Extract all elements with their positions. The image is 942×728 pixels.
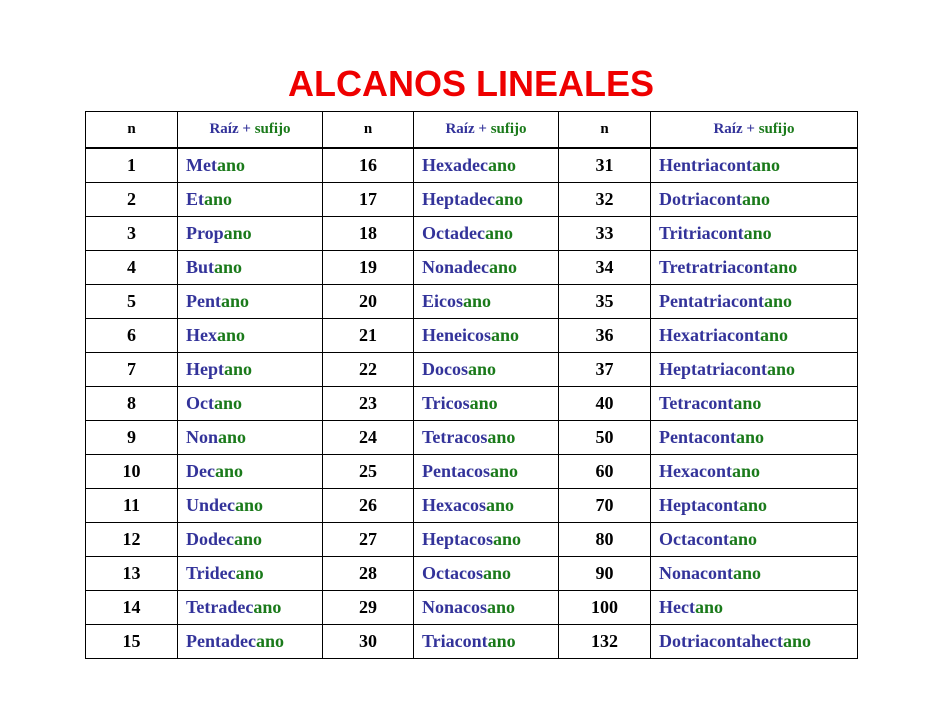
header-plus-sign: + — [474, 121, 491, 137]
name-root: Dotriacontahect — [659, 631, 783, 651]
name-suffix: ano — [235, 563, 264, 583]
carbon-count: 34 — [559, 251, 651, 285]
name-suffix: ano — [214, 461, 243, 481]
name-suffix: ano — [487, 597, 516, 617]
name-root: Non — [186, 427, 219, 447]
name-suffix: ano — [463, 291, 492, 311]
name-root: Nonadec — [422, 257, 489, 277]
table-row — [86, 183, 858, 217]
carbon-count: 90 — [559, 557, 651, 591]
table-row — [86, 353, 858, 387]
alkane-name — [651, 591, 858, 625]
table-row — [86, 421, 858, 455]
carbon-count: 19 — [323, 251, 414, 285]
name-root: Oct — [186, 393, 214, 413]
name-root: Hexadec — [422, 155, 488, 175]
header-root-suffix — [414, 112, 559, 149]
name-root: Octacos — [422, 563, 483, 583]
name-suffix: ano — [487, 427, 516, 447]
carbon-count: 24 — [323, 421, 414, 455]
carbon-count: 36 — [559, 319, 651, 353]
header-root-label: Raíz — [713, 121, 743, 137]
header-root-suffix — [178, 112, 323, 149]
carbon-count: 11 — [86, 489, 178, 523]
name-root: Tritriacont — [659, 223, 744, 243]
alkane-name — [651, 353, 858, 387]
name-suffix: ano — [493, 529, 522, 549]
name-root: Hexacos — [422, 495, 486, 515]
header-plus-sign: + — [238, 121, 255, 137]
name-root: Tretratriacont — [659, 257, 770, 277]
name-root: Nonacont — [659, 563, 734, 583]
name-suffix: ano — [491, 325, 520, 345]
alkane-name — [651, 455, 858, 489]
name-root: Met — [186, 155, 217, 175]
alkane-name — [414, 183, 559, 217]
alkane-name — [178, 387, 323, 421]
name-root: Heneicos — [422, 325, 491, 345]
carbon-count: 1 — [86, 148, 178, 183]
carbon-count: 14 — [86, 591, 178, 625]
name-suffix: ano — [487, 155, 516, 175]
alkane-name — [178, 251, 323, 285]
name-suffix: ano — [213, 393, 242, 413]
carbon-count: 6 — [86, 319, 178, 353]
name-suffix: ano — [468, 359, 497, 379]
name-root: Pentacos — [422, 461, 490, 481]
header-row — [86, 112, 858, 149]
carbon-count: 25 — [323, 455, 414, 489]
alkane-name — [651, 285, 858, 319]
carbon-count: 37 — [559, 353, 651, 387]
header-root-suffix — [651, 112, 858, 149]
table-row — [86, 319, 858, 353]
table-row — [86, 523, 858, 557]
alkane-name — [414, 591, 559, 625]
name-suffix: ano — [733, 393, 762, 413]
alkane-name — [414, 285, 559, 319]
alkane-name — [414, 523, 559, 557]
alkane-name — [414, 148, 559, 183]
name-root: Hexatriacont — [659, 325, 760, 345]
header-n: n — [323, 112, 414, 149]
header-suffix-label: sufijo — [490, 121, 527, 137]
carbon-count: 60 — [559, 455, 651, 489]
alkane-name — [178, 319, 323, 353]
alkane-name — [414, 319, 559, 353]
header-root-label: Raíz — [445, 121, 475, 137]
name-suffix: ano — [489, 461, 518, 481]
name-root: Tetradec — [186, 597, 254, 617]
name-suffix: ano — [494, 189, 523, 209]
carbon-count: 21 — [323, 319, 414, 353]
carbon-count: 80 — [559, 523, 651, 557]
carbon-count: 32 — [559, 183, 651, 217]
name-suffix: ano — [484, 223, 513, 243]
name-suffix: ano — [224, 359, 253, 379]
name-root: Pentadec — [186, 631, 256, 651]
name-suffix: ano — [217, 325, 246, 345]
carbon-count: 30 — [323, 625, 414, 659]
alkane-name — [414, 421, 559, 455]
carbon-count: 40 — [559, 387, 651, 421]
name-suffix: ano — [255, 631, 284, 651]
carbon-count: 35 — [559, 285, 651, 319]
name-suffix: ano — [739, 495, 768, 515]
alkane-name — [178, 285, 323, 319]
carbon-count: 4 — [86, 251, 178, 285]
name-suffix: ano — [469, 393, 498, 413]
table-row — [86, 455, 858, 489]
table-row — [86, 217, 858, 251]
alkane-name — [414, 455, 559, 489]
carbon-count: 132 — [559, 625, 651, 659]
name-suffix: ano — [769, 257, 798, 277]
table-row — [86, 148, 858, 183]
table-row — [86, 591, 858, 625]
name-suffix: ano — [731, 461, 760, 481]
alkane-name — [651, 217, 858, 251]
name-root: Nonacos — [422, 597, 488, 617]
table-row — [86, 285, 858, 319]
alkane-name — [414, 557, 559, 591]
alkane-name — [178, 421, 323, 455]
name-root: Hect — [659, 597, 695, 617]
name-suffix: ano — [782, 631, 811, 651]
carbon-count: 20 — [323, 285, 414, 319]
name-suffix: ano — [489, 257, 518, 277]
name-suffix: ano — [766, 359, 795, 379]
carbon-count: 16 — [323, 148, 414, 183]
name-suffix: ano — [214, 257, 243, 277]
name-root: Tetracos — [422, 427, 488, 447]
alkane-name — [178, 523, 323, 557]
alkane-name — [414, 217, 559, 251]
header-plus-sign: + — [742, 121, 759, 137]
name-root: Triacont — [422, 631, 488, 651]
alkane-name — [414, 353, 559, 387]
alkane-name — [178, 148, 323, 183]
name-suffix: ano — [482, 563, 511, 583]
name-suffix: ano — [487, 631, 516, 651]
table-row — [86, 557, 858, 591]
name-root: Dodec — [186, 529, 234, 549]
name-root: Dec — [186, 461, 215, 481]
name-suffix: ano — [221, 291, 250, 311]
alkane-name — [178, 591, 323, 625]
alkane-name — [651, 251, 858, 285]
name-root: Dotriacont — [659, 189, 742, 209]
carbon-count: 9 — [86, 421, 178, 455]
carbon-count: 29 — [323, 591, 414, 625]
carbon-count: 31 — [559, 148, 651, 183]
carbon-count: 8 — [86, 387, 178, 421]
alkane-name — [414, 387, 559, 421]
name-root: Hentriacont — [659, 155, 752, 175]
alkane-name — [651, 557, 858, 591]
name-suffix: ano — [728, 529, 757, 549]
name-suffix: ano — [763, 291, 792, 311]
carbon-count: 27 — [323, 523, 414, 557]
carbon-count: 28 — [323, 557, 414, 591]
name-root: Pentacont — [659, 427, 736, 447]
name-root: Octacont — [659, 529, 729, 549]
alkane-name — [414, 489, 559, 523]
carbon-count: 70 — [559, 489, 651, 523]
alkane-name — [178, 557, 323, 591]
alkane-name — [651, 148, 858, 183]
alkane-name — [651, 319, 858, 353]
page-title: ALCANOS LINEALES — [287, 63, 654, 104]
header-suffix-label: sufijo — [254, 121, 291, 137]
table-header — [86, 112, 858, 149]
name-root: Pentatriacont — [659, 291, 764, 311]
name-root: Heptacos — [422, 529, 493, 549]
alkanes-table — [85, 111, 858, 659]
carbon-count: 33 — [559, 217, 651, 251]
header-root-label: Raíz — [209, 121, 239, 137]
carbon-count: 17 — [323, 183, 414, 217]
name-root: Heptatriacont — [659, 359, 767, 379]
header-n: n — [86, 112, 178, 149]
name-root: Prop — [186, 223, 224, 243]
alkane-name — [651, 523, 858, 557]
alkane-name — [414, 625, 559, 659]
name-suffix: ano — [485, 495, 514, 515]
name-suffix: ano — [253, 597, 282, 617]
carbon-count: 7 — [86, 353, 178, 387]
name-root: Hept — [186, 359, 224, 379]
alkane-name — [651, 387, 858, 421]
alkane-name — [651, 421, 858, 455]
name-root: Undec — [186, 495, 235, 515]
name-root: Tridec — [186, 563, 236, 583]
carbon-count: 5 — [86, 285, 178, 319]
carbon-count: 2 — [86, 183, 178, 217]
table-body — [86, 148, 858, 659]
carbon-count: 13 — [86, 557, 178, 591]
alkane-name — [414, 251, 559, 285]
name-root: Tricos — [422, 393, 470, 413]
carbon-count: 23 — [323, 387, 414, 421]
name-suffix: ano — [234, 529, 263, 549]
name-root: Hex — [186, 325, 217, 345]
name-suffix: ano — [204, 189, 233, 209]
carbon-count: 12 — [86, 523, 178, 557]
name-suffix: ano — [733, 563, 762, 583]
name-root: But — [186, 257, 215, 277]
name-suffix: ano — [743, 223, 772, 243]
header-n: n — [559, 112, 651, 149]
name-root: Et — [186, 189, 204, 209]
alkane-name — [178, 625, 323, 659]
name-suffix: ano — [218, 427, 247, 447]
name-root: Heptacont — [659, 495, 739, 515]
alkane-name — [178, 217, 323, 251]
name-suffix: ano — [751, 155, 780, 175]
name-suffix: ano — [235, 495, 264, 515]
carbon-count: 18 — [323, 217, 414, 251]
name-suffix: ano — [216, 155, 245, 175]
carbon-count: 15 — [86, 625, 178, 659]
carbon-count: 50 — [559, 421, 651, 455]
alkane-name — [178, 455, 323, 489]
alkane-name — [651, 183, 858, 217]
name-suffix: ano — [694, 597, 723, 617]
name-suffix: ano — [741, 189, 770, 209]
name-root: Octadec — [422, 223, 485, 243]
table-row — [86, 387, 858, 421]
name-suffix: ano — [735, 427, 764, 447]
carbon-count: 26 — [323, 489, 414, 523]
name-root: Heptadec — [422, 189, 495, 209]
carbon-count: 3 — [86, 217, 178, 251]
alkane-name — [651, 489, 858, 523]
name-root: Hexacont — [659, 461, 732, 481]
table-row — [86, 489, 858, 523]
name-root: Pent — [186, 291, 221, 311]
name-root: Tetracont — [659, 393, 734, 413]
name-suffix: ano — [223, 223, 252, 243]
alkane-name — [651, 625, 858, 659]
carbon-count: 100 — [559, 591, 651, 625]
name-root: Docos — [422, 359, 468, 379]
carbon-count: 22 — [323, 353, 414, 387]
alkane-name — [178, 353, 323, 387]
name-root: Eicos — [422, 291, 464, 311]
alkane-name — [178, 183, 323, 217]
header-suffix-label: sufijo — [758, 121, 795, 137]
table-row — [86, 251, 858, 285]
table-row — [86, 625, 858, 659]
name-suffix: ano — [759, 325, 788, 345]
alkane-name — [178, 489, 323, 523]
carbon-count: 10 — [86, 455, 178, 489]
